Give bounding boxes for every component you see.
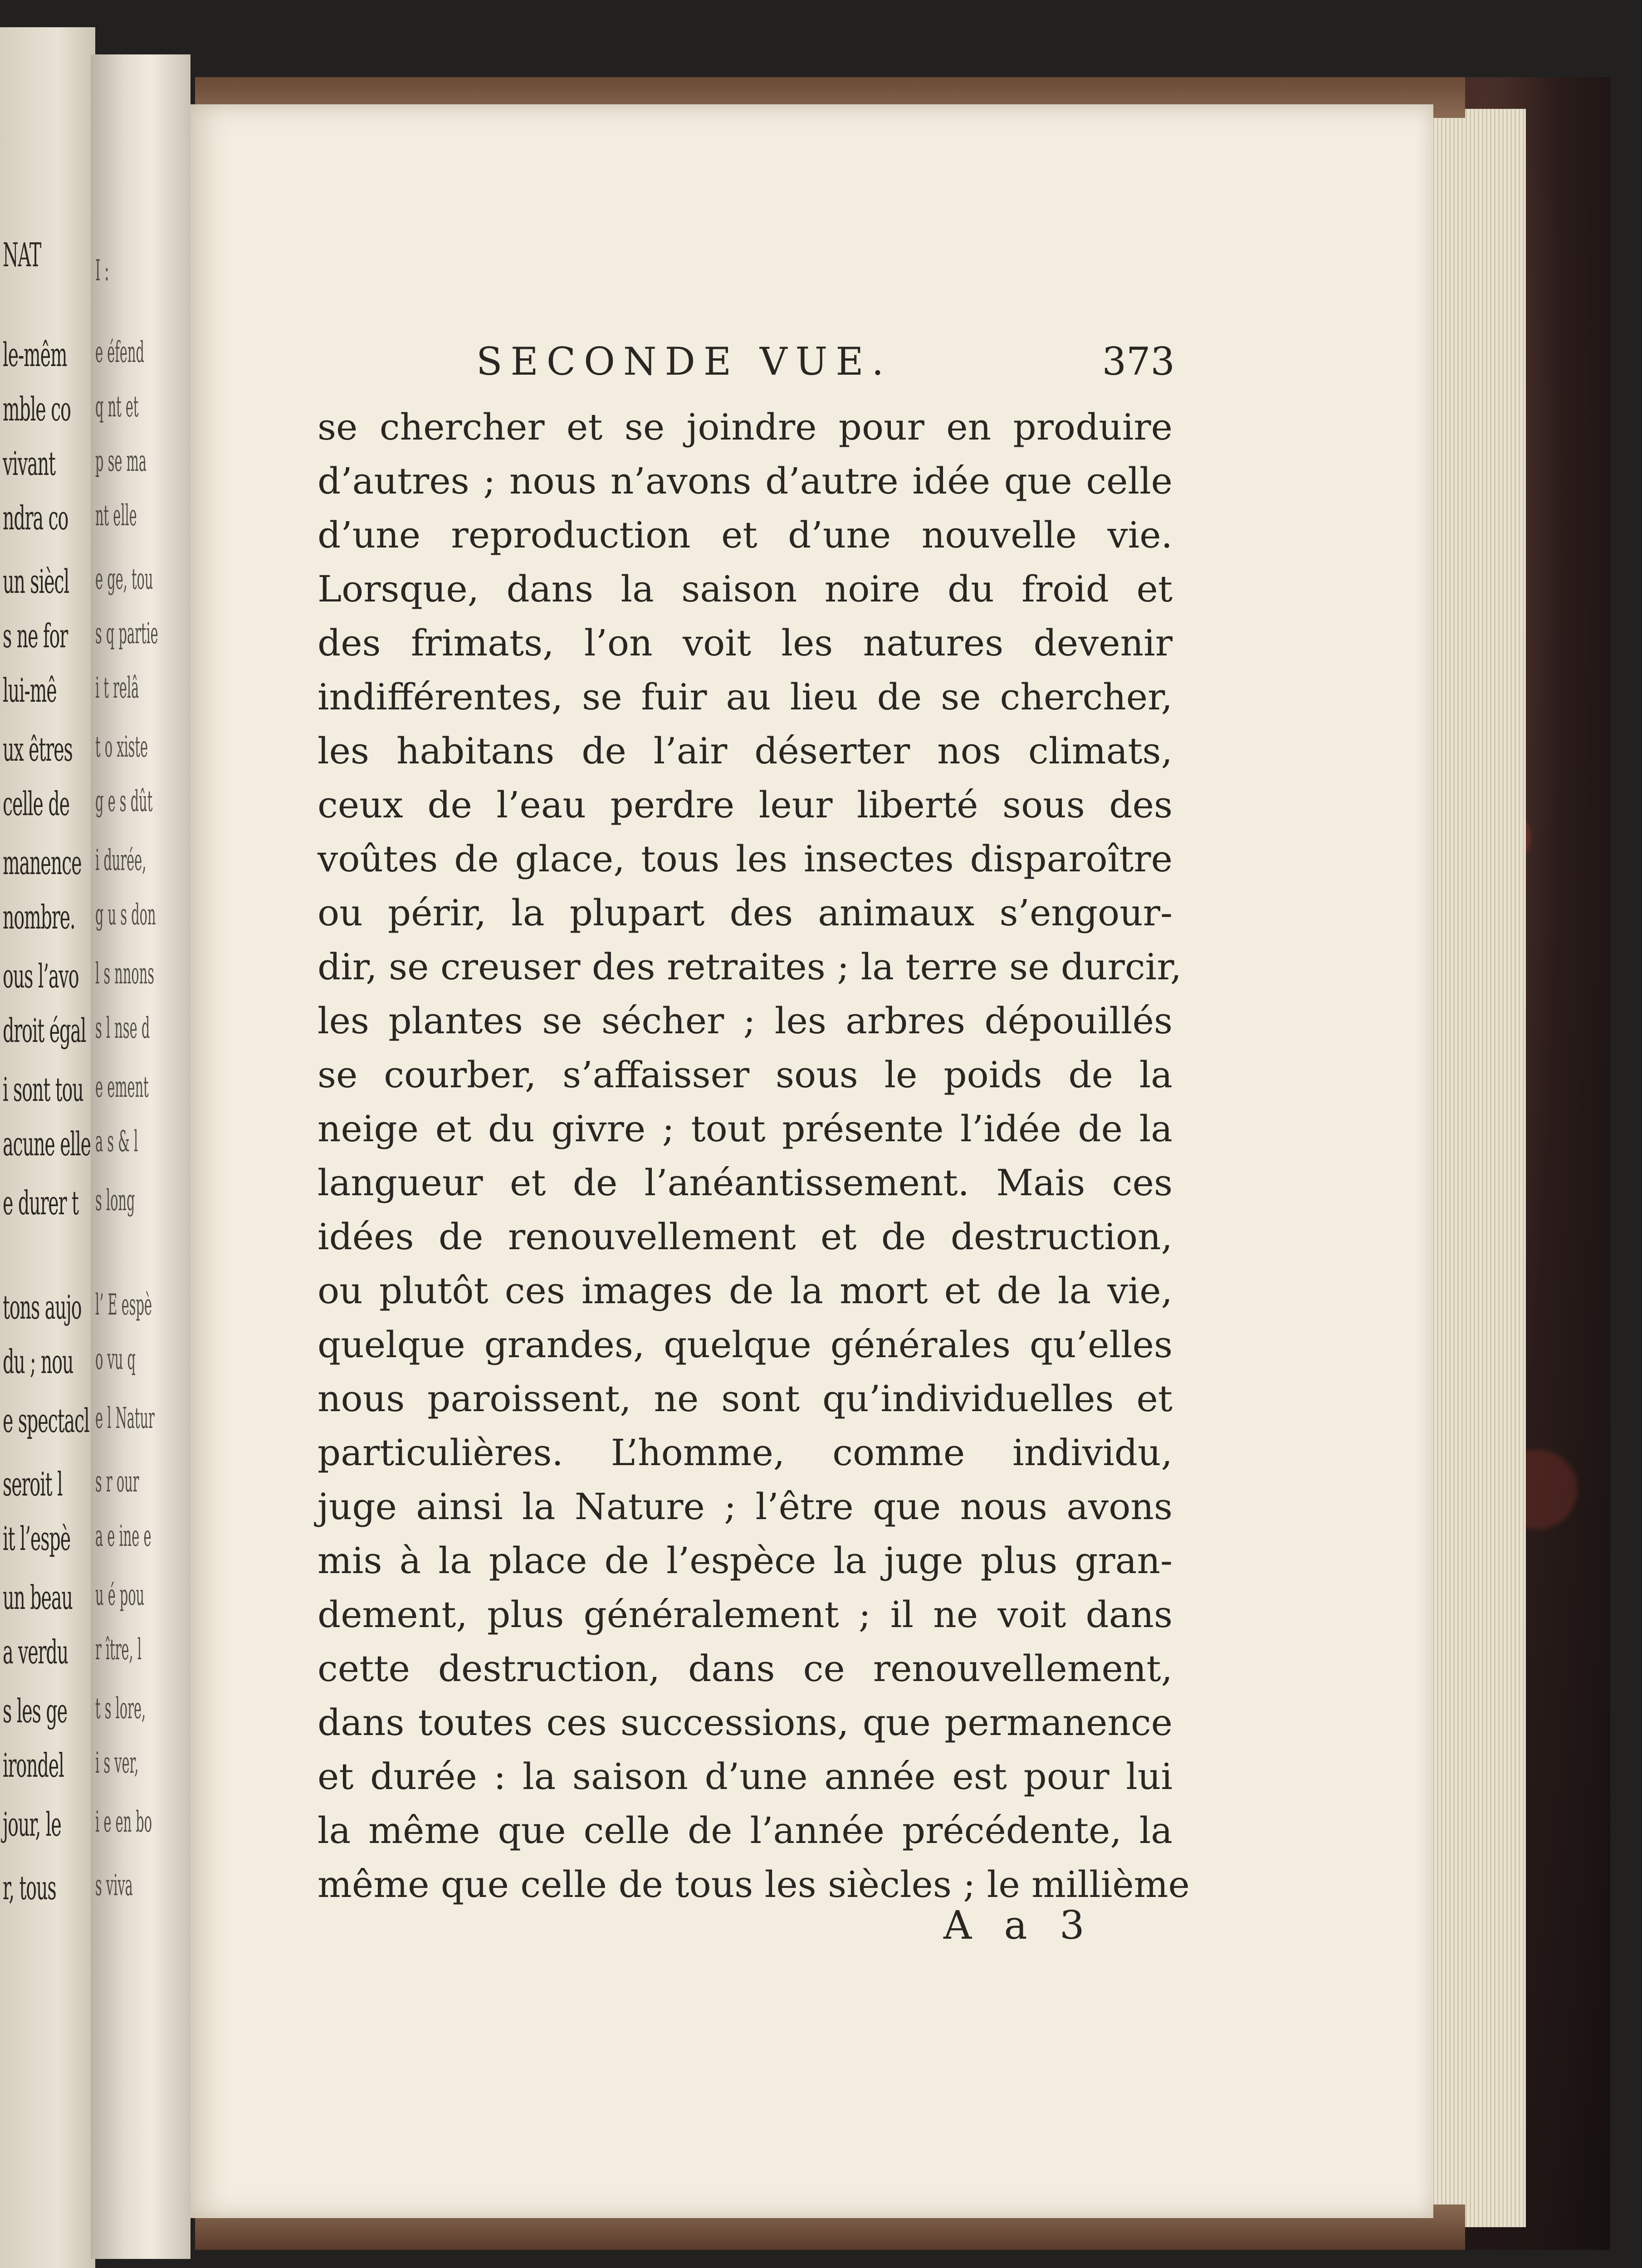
text-line: dans toutes ces successions, que permanence xyxy=(318,1701,1173,1744)
left-page-text-fragment: ndra co xyxy=(3,499,68,537)
text-line: d’une reproduction et d’une nouvelle vie. xyxy=(318,514,1173,556)
left-page-text-fragment: ux êtres xyxy=(3,730,73,768)
text-line: les plantes se sécher ; les arbres dépouillés xyxy=(318,1000,1173,1042)
text-line: nous paroissent, ne sont qu’individuelles et xyxy=(318,1378,1173,1420)
left-page-text-fragment: celle de xyxy=(3,785,69,823)
left-page-text-fragment: un siècl xyxy=(3,562,69,601)
gutter-text-fragment: nt elle xyxy=(95,499,137,533)
left-page-text-fragment: irondel xyxy=(3,1746,64,1784)
left-page-text-fragment: lui-mê xyxy=(3,671,57,709)
left-page-text-fragment: ous l’avo xyxy=(3,957,79,995)
gutter-text-fragment: s viva xyxy=(95,1869,133,1902)
text-line: dir, se creuser des retraites ; la terre se durcir, xyxy=(318,946,1182,988)
gutter-text-fragment: i durée, xyxy=(95,844,147,877)
gutter-text-fragment: e ement xyxy=(95,1070,149,1104)
text-line: indifférentes, se fuir au lieu de se chercher, xyxy=(318,676,1173,718)
text-line: ou périr, la plupart des animaux s’engour- xyxy=(318,892,1173,934)
gutter-text-fragment: a e ine e xyxy=(95,1520,151,1553)
gutter-text-fragment: I : xyxy=(95,254,109,288)
gutter-text-fragment: s long xyxy=(95,1184,135,1217)
gutter-text-fragment: t s lore, xyxy=(95,1692,146,1725)
left-page-text-fragment: seroit l xyxy=(3,1465,63,1503)
text-line: les habitans de l’air déserter nos climats, xyxy=(318,730,1173,772)
left-page-text-fragment: le-mêm xyxy=(3,336,67,374)
left-page-text-fragment: r, tous xyxy=(3,1869,56,1907)
text-line: ceux de l’eau perdre leur liberté sous des xyxy=(318,784,1173,826)
left-page-text-fragment: mble co xyxy=(3,390,71,428)
left-page-text-fragment: droit égal xyxy=(3,1012,86,1050)
gutter-text-fragment: s r our xyxy=(95,1465,139,1499)
gutter-text-fragment: r ître, l xyxy=(95,1633,142,1667)
text-line: quelque grandes, quelque générales qu’elles xyxy=(318,1324,1173,1366)
page-edges xyxy=(1424,109,1526,2227)
text-line: ou plutôt ces images de la mort et de la vie, xyxy=(318,1270,1173,1312)
left-page-fragment xyxy=(0,27,95,2268)
left-page-text-fragment: manence xyxy=(3,844,82,882)
text-line: langueur et de l’anéantissement. Mais ces xyxy=(318,1162,1173,1204)
left-page-text-fragment: a verdu xyxy=(3,1633,68,1671)
body-text xyxy=(318,400,1190,1911)
signature-mark: A a 3 xyxy=(943,1903,1095,1948)
gutter-text-fragment: l s nnons xyxy=(95,957,155,991)
left-page-text-fragment: it l’espè xyxy=(3,1520,71,1558)
gutter-text-fragment: e éfend xyxy=(95,336,144,369)
gutter-text-fragment: i s ver, xyxy=(95,1746,139,1780)
left-page-text-fragment: jour, le xyxy=(3,1805,61,1843)
left-page-text-fragment: s les ge xyxy=(3,1692,67,1730)
text-line: juge ainsi la Nature ; l’être que nous avons xyxy=(318,1486,1173,1528)
left-page-text-fragment: NAT xyxy=(3,236,41,274)
text-line: d’autres ; nous n’avons d’autre idée que celle xyxy=(318,460,1173,502)
left-page-text-fragment: nombre. xyxy=(3,898,75,936)
gutter-text-fragment: s l nse d xyxy=(95,1012,150,1045)
gutter-text-fragment: u é pou xyxy=(95,1579,145,1612)
text-line: mis à la place de l’espèce la juge plus gran- xyxy=(318,1540,1173,1582)
text-line: dement, plus généralement ; il ne voit dans xyxy=(318,1593,1173,1636)
gutter-text-fragment: a s & l xyxy=(95,1125,138,1158)
text-line: même que celle de tous les siècles ; le millième xyxy=(318,1863,1190,1906)
gutter-text-fragment: q nt et xyxy=(95,390,139,424)
text-line: particulières. L’homme, comme individu, xyxy=(318,1432,1173,1474)
running-head: SECONDE VUE. xyxy=(476,339,892,384)
text-line: la même que celle de l’année précédente, la xyxy=(318,1809,1173,1852)
left-page-text-fragment: e durer t xyxy=(3,1184,78,1222)
page-header xyxy=(476,339,1175,389)
gutter-text-fragment: t o xiste xyxy=(95,730,148,764)
page-number: 373 xyxy=(1102,339,1175,384)
left-page-text-fragment: un beau xyxy=(3,1579,73,1617)
text-line: des frimats, l’on voit les natures devenir xyxy=(318,622,1173,664)
gutter-text-fragment: l’ E espè xyxy=(95,1288,152,1322)
left-page-text-fragment: vivant xyxy=(3,445,55,483)
text-line: se courber, s’affaisser sous le poids de la xyxy=(318,1054,1173,1096)
left-page-text-fragment: e spectacl xyxy=(3,1402,89,1440)
left-page-text-fragment: du ; nou xyxy=(3,1343,73,1381)
gutter-text-fragment: p se ma xyxy=(95,445,147,478)
gutter-text-fragment: i t relâ xyxy=(95,671,139,705)
left-page-text-fragment: i sont tou xyxy=(3,1070,83,1109)
text-line: voûtes de glace, tous les insectes disparoître xyxy=(318,838,1173,880)
gutter-text-fragment: o vu q xyxy=(95,1343,136,1376)
left-page-text-fragment: s ne for xyxy=(3,617,68,655)
text-line: idées de renouvellement et de destruction, xyxy=(318,1216,1173,1258)
gutter-text-fragment: g e s dût xyxy=(95,785,153,818)
gutter-text-fragment: s q partie xyxy=(95,617,158,650)
left-page-text-fragment: tons aujo xyxy=(3,1288,82,1326)
text-line: se chercher et se joindre pour en produire xyxy=(318,406,1173,448)
gutter-text-fragment: g u s don xyxy=(95,898,156,932)
text-line: cette destruction, dans ce renouvellement, xyxy=(318,1647,1173,1690)
gutter-text-fragment: e ge, tou xyxy=(95,562,153,596)
text-line: neige et du givre ; tout présente l’idée de la xyxy=(318,1108,1173,1150)
text-line: et durée : la saison d’une année est pour lui xyxy=(318,1755,1173,1798)
gutter-text-fragment: i e en bo xyxy=(95,1805,152,1839)
gutter-text-fragment: e l Natur xyxy=(95,1402,155,1435)
left-page-text-fragment: acune elle xyxy=(3,1125,91,1163)
left-page-gutter-strip xyxy=(91,54,191,2259)
text-line: Lorsque, dans la saison noire du froid et xyxy=(318,568,1173,610)
